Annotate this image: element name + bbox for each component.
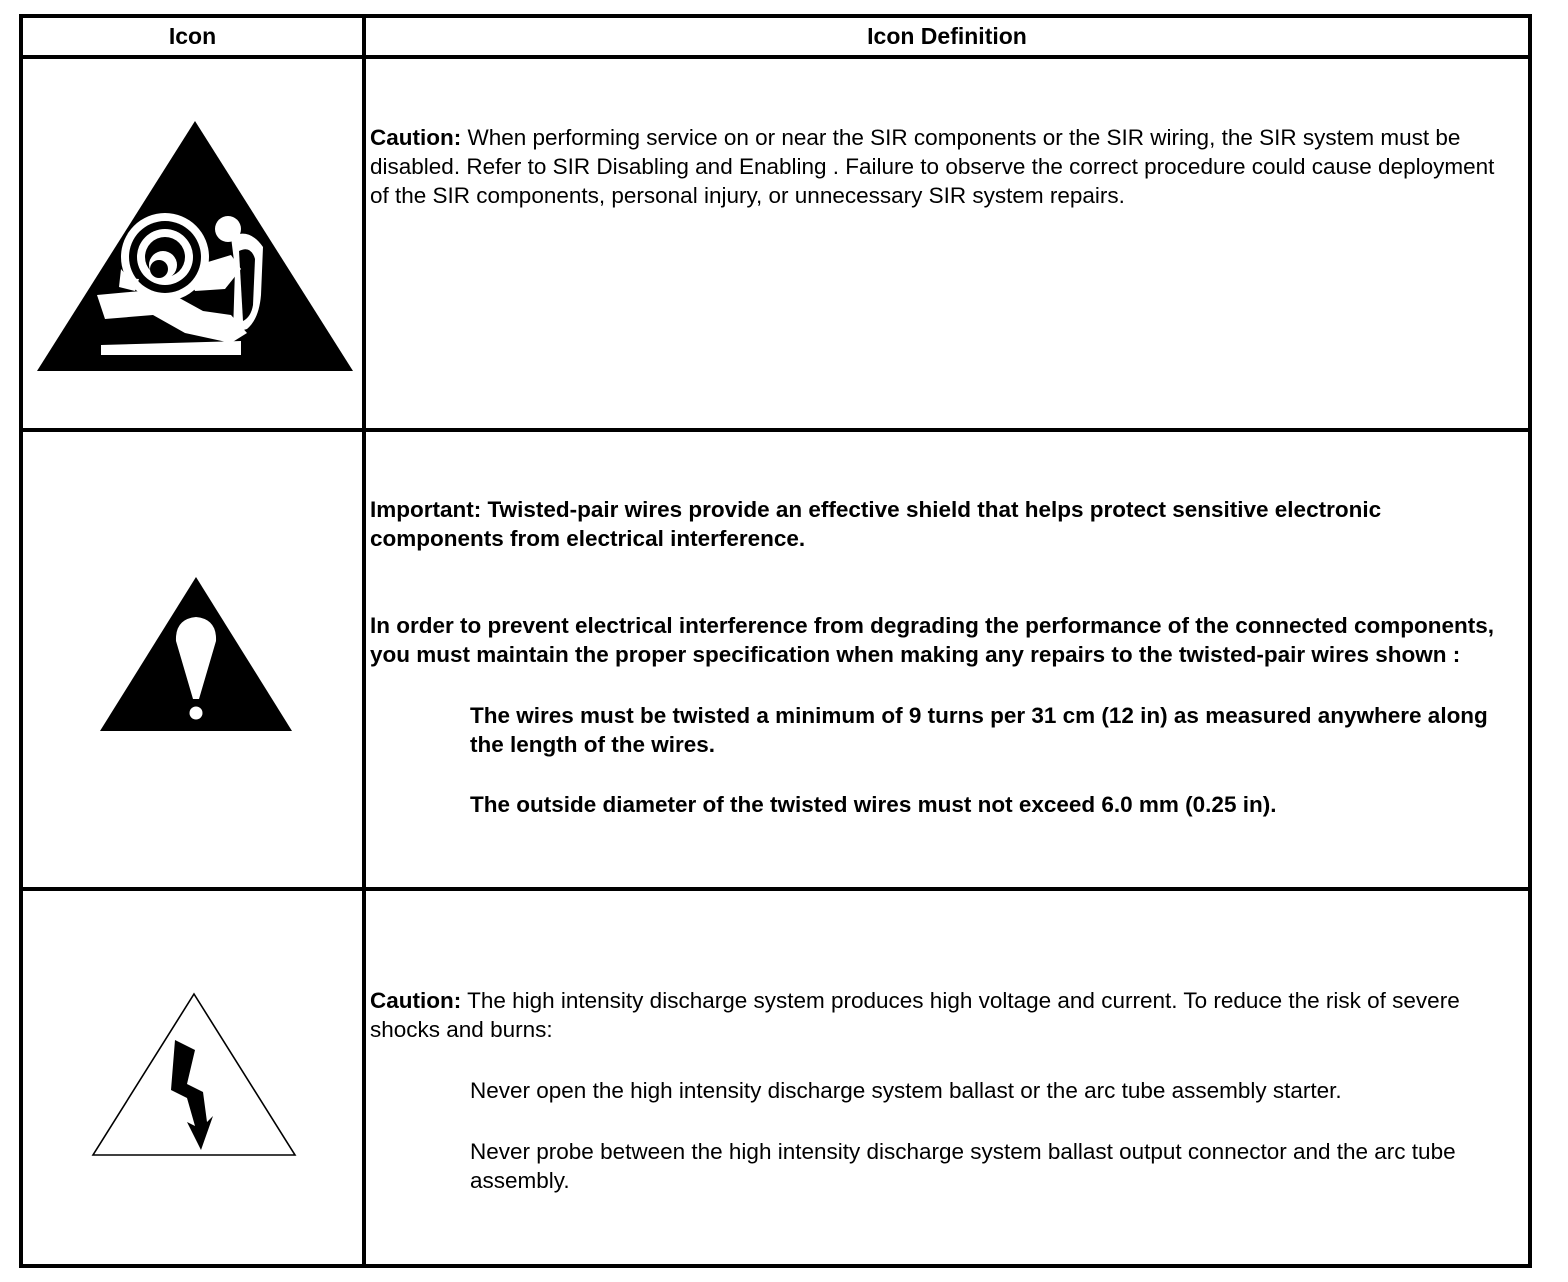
definition-column-header: Icon Definition xyxy=(364,16,1530,57)
high-voltage-warning-icon xyxy=(91,992,297,1157)
icon-cell xyxy=(21,57,364,430)
icon-definition-table xyxy=(19,14,1532,1268)
definition-cell xyxy=(364,889,1530,1266)
definition-cell xyxy=(364,430,1530,889)
caution-text: When performing service on or near the SIR components or the SIR wiring, the SIR system must be disabled. Refer to SIR Disabling and Enabling . Failure to observe the correct procedure could cause deployment of the SIR components, personal injury, or unnecessary SIR system repairs. xyxy=(370,124,1495,208)
icon-column-header: Icon xyxy=(21,16,364,57)
caution-label: Caution: xyxy=(370,987,462,1013)
exclamation-warning-icon xyxy=(98,575,294,733)
spec-item: The outside diameter of the twisted wires must not exceed 6.0 mm (0.25 in). xyxy=(470,791,1277,817)
instruction-paragraph: In order to prevent electrical interference from degrading the performance of the connected components, you must maintain the proper specification when making any repairs to the twisted-pair wires shown : xyxy=(370,612,1494,667)
caution-paragraph xyxy=(370,986,1514,1044)
table-header-row xyxy=(21,16,1530,57)
sir-airbag-warning-icon xyxy=(35,119,355,375)
table-row xyxy=(21,57,1530,430)
icon-cell xyxy=(21,430,364,889)
caution-item: Never probe between the high intensity discharge system ballast output connector and the arc tube assembly. xyxy=(470,1138,1456,1193)
table-row xyxy=(21,430,1530,889)
caution-paragraph xyxy=(370,123,1514,210)
spec-item: The wires must be twisted a minimum of 9 turns per 31 cm (12 in) as measured anywhere along the length of the wires. xyxy=(470,702,1488,757)
table-row xyxy=(21,889,1530,1266)
caution-text: The high intensity discharge system produces high voltage and current. To reduce the risk of severe shocks and burns: xyxy=(370,987,1460,1042)
caution-item: Never open the high intensity discharge system ballast or the arc tube assembly starter. xyxy=(470,1077,1342,1103)
definition-cell xyxy=(364,57,1530,430)
icon-cell xyxy=(21,889,364,1266)
important-paragraph: Important: Twisted-pair wires provide an effective shield that helps protect sensitive electronic components from electrical interference. xyxy=(370,496,1382,551)
caution-label: Caution: xyxy=(370,124,462,150)
